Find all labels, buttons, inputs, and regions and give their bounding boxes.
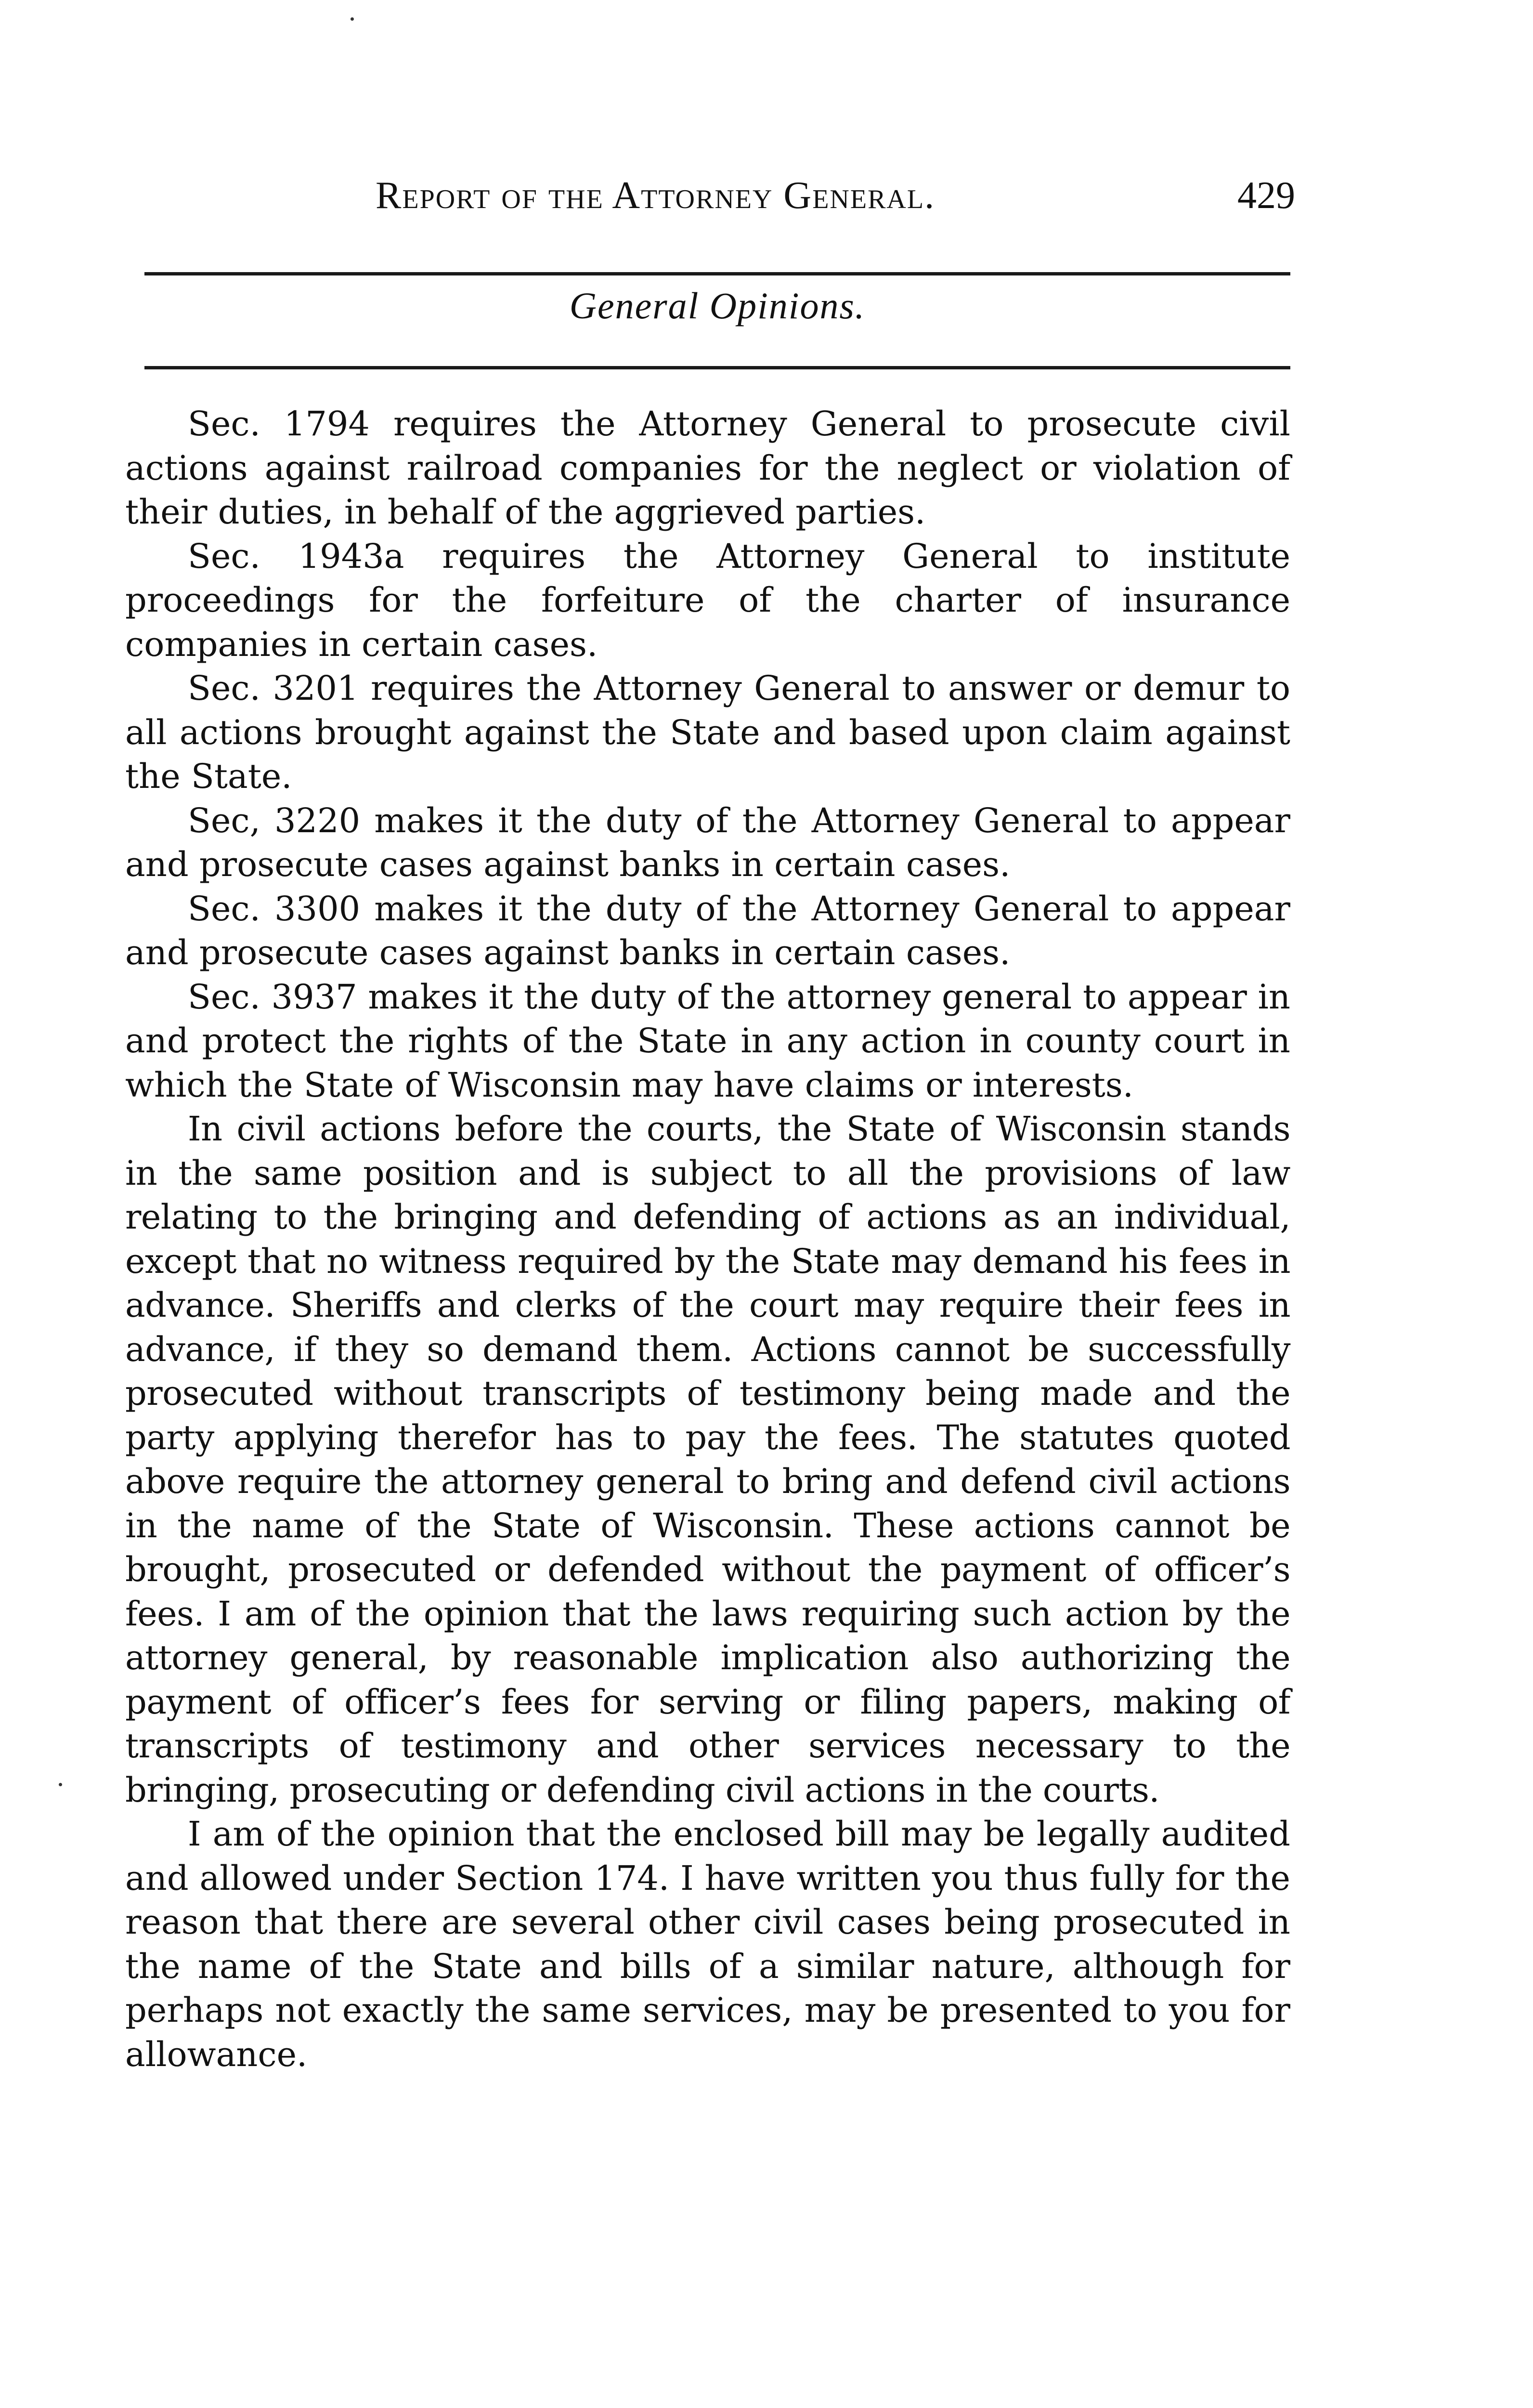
- paragraph-sec-3937: Sec. 3937 makes it the duty of the attorney general to appear in and protect the rights of the State in any action in county court in which the State of Wisconsin may have claims or interests.: [125, 977, 1290, 1105]
- paragraph-sec-1943a: Sec. 1943a requires the Attorney General to institute proceedings for the forfeiture of the charter of insurance companies in certain cases.: [125, 536, 1290, 664]
- scan-speck: [59, 1783, 62, 1786]
- scan-speck: [351, 17, 354, 21]
- paragraph-sec-3300: Sec. 3300 makes it the duty of the Attorney General to appear and prosecute cases against banks in certain cases.: [125, 889, 1290, 972]
- paragraph-conclusion: I am of the opinion that the enclosed bill may be legally audited and allowed under Section 174. I have written you thus fully for the reason that there are several other civil cases being prosecuted in the name of the State and bills of a similar nature, although for perhaps not exactly the same services, may be presented to you for allowance.: [125, 1814, 1290, 2074]
- paragraph-sec-3201: Sec. 3201 requires the Attorney General to answer or demur to all actions brought against the State and based upon claim against the State.: [125, 668, 1290, 796]
- page-number: 429: [1237, 174, 1295, 217]
- header-rule-bottom: [144, 366, 1290, 369]
- paragraph-sec-1794: Sec. 1794 requires the Attorney General to prosecute civil actions against railroad companies for the neglect or violation of their duties, in behalf of the aggrieved parties.: [125, 404, 1290, 532]
- running-title: Report of the Attorney General.: [376, 174, 935, 217]
- paragraph-civil-actions: In civil actions before the courts, the State of Wisconsin stands in the same position and is subject to all the provisions of law relating to the bringing and defending of actions as an individual, except that no witness required by the State may demand his fees in advance. Sheriffs and clerks of the court may require their fees in advance, if they so demand them. Actions cannot be successfully prosecuted without transcripts of testimony being made and the party applying therefor has to pay the fees. The statutes quoted above require the attorney general to bring and defend civil actions in the name of the State of Wisconsin. These actions cannot be brought, prosecuted or defended without the payment of officer’s fees. I am of the opinion that the laws requiring such action by the attorney general, by reasonable implication also authorizing the payment of officer’s fees for serving or filing papers, making of transcripts of testimony and other services necessary to the bringing, prosecuting or defending civil actions in the courts.: [125, 1109, 1290, 1810]
- header-rule-top: [144, 272, 1290, 275]
- body-text: [125, 402, 1290, 2077]
- section-heading: General Opinions.: [569, 285, 866, 327]
- running-head: [140, 171, 1295, 234]
- paragraph-sec-3220: Sec, 3220 makes it the duty of the Attorney General to appear and prosecute cases against banks in certain cases.: [125, 800, 1290, 884]
